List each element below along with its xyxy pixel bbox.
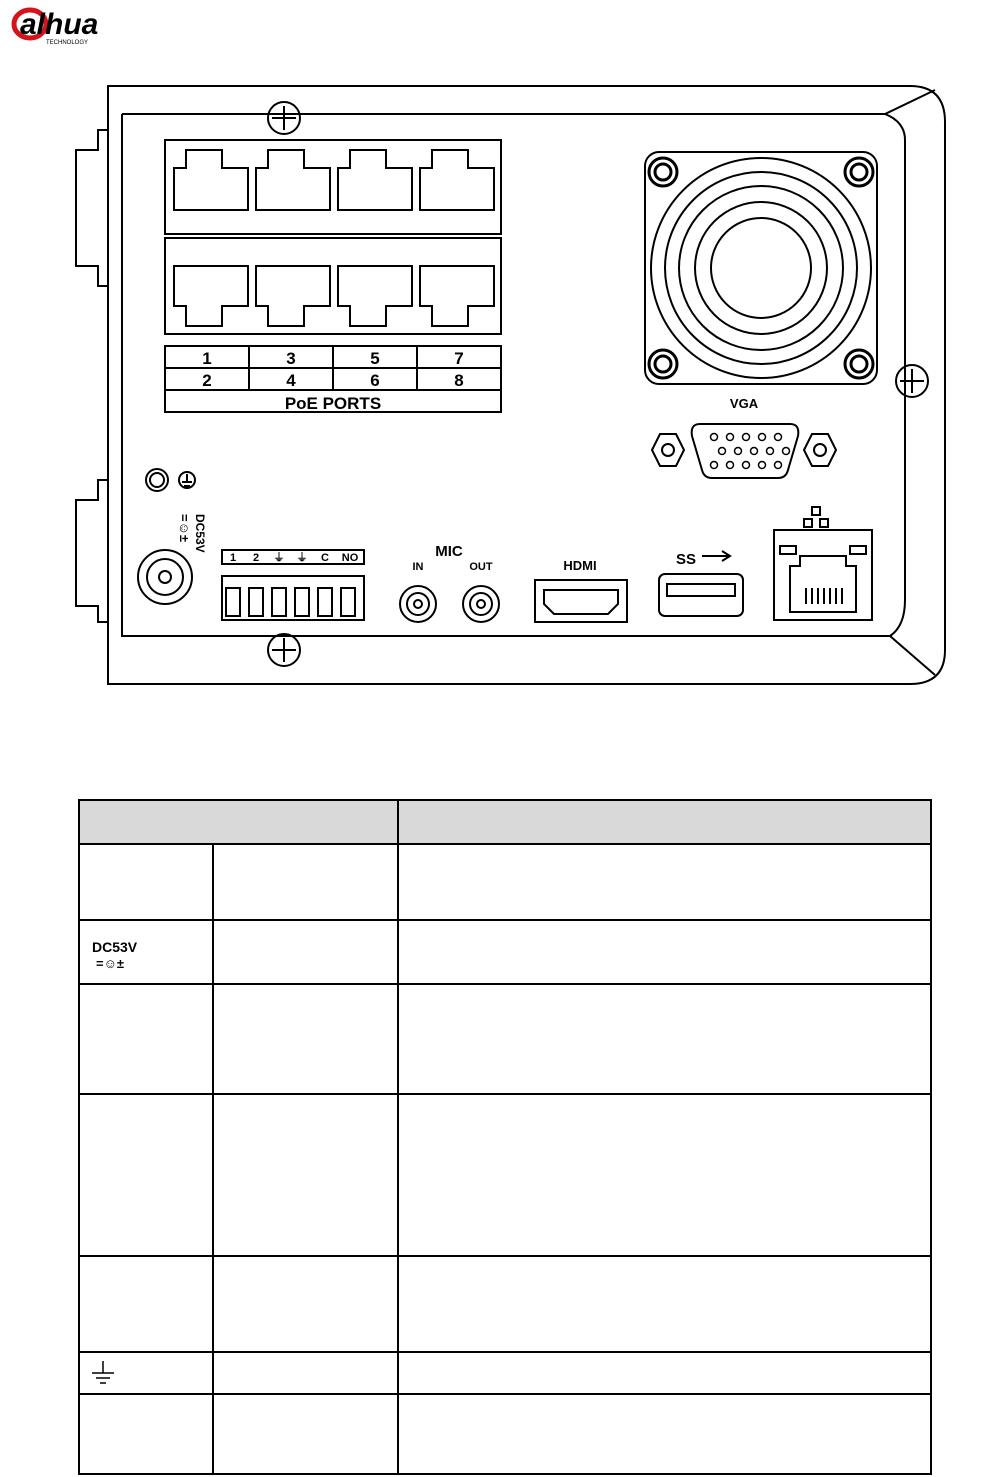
table-cell [79,1394,213,1474]
screw-bottom [268,634,300,666]
logo-subtext: TECHNOLOGY [46,40,89,46]
poe-ports [165,140,501,412]
table-cell [213,920,398,984]
ground-post [146,469,195,491]
mic-out-label: OUT [469,561,493,573]
dc-power-jack [138,550,192,604]
poe-number: 5 [370,349,380,368]
svg-text:=☺±: =☺± [96,956,124,971]
table-header-port [79,800,398,844]
terminal-label: 1 [229,552,237,564]
table-cell [398,920,931,984]
table-cell [79,1094,213,1256]
poe-port-1 [174,150,248,210]
poe-port-4 [256,266,330,326]
table-row [79,844,931,920]
table-cell [398,1256,931,1352]
chassis-top-rail [122,90,935,114]
ground-icon [79,1352,213,1394]
terminal-label: ⏚ [296,552,308,564]
poe-number: 4 [286,371,296,390]
usb-label: SS [675,551,697,568]
terminal-label: 2 [252,552,260,564]
chassis-bottom-rail [122,114,935,675]
table-row [79,1394,931,1474]
mic-in-label: IN [412,561,424,573]
logo-wordmark: alhua [20,8,99,41]
poe-port-6 [338,266,412,326]
vga-pins [711,434,790,469]
table-cell [213,1256,398,1352]
table-row [79,1094,931,1256]
poe-port-3 [256,150,330,210]
poe-port-8 [420,266,494,326]
left-handle-bottom [76,480,108,622]
table-cell [398,984,931,1094]
screw-right [896,365,928,397]
table-cell [213,984,398,1094]
table-row [79,920,931,984]
table-cell [213,1394,398,1474]
dc53v-icon [79,920,213,984]
mic-out-jack [463,586,499,622]
alarm-terminal-labels [230,551,359,564]
rear-panel-diagram [0,0,990,720]
mic-in-jack [400,586,436,622]
vga-label: VGA [729,396,759,411]
port-description-table [78,799,932,1475]
poe-number: 1 [202,349,212,368]
poe-number: 6 [370,371,380,390]
table-cell [79,1256,213,1352]
table-cell [79,984,213,1094]
usb-port [659,551,743,616]
dc-power-label: DC53V [193,514,207,553]
table-header-row [79,800,931,844]
poe-number: 7 [454,349,464,368]
dc53v-icon-text: DC53V [92,939,138,955]
vga-port [652,424,836,478]
terminal-label: ⏚ [273,552,285,564]
terminal-label: NO [341,552,359,564]
screw-top [268,102,300,134]
poe-number: 8 [454,371,464,390]
lan-port [774,507,872,620]
table-cell [398,844,931,920]
table-row [79,984,931,1094]
mic-label: MIC [435,543,463,560]
poe-port-7 [420,150,494,210]
mic-jacks [400,586,499,622]
chassis-right-rail [885,114,905,636]
table-cell [398,1352,931,1394]
table-cell [213,844,398,920]
table-cell [398,1094,931,1256]
cooling-fan [645,152,877,384]
hdmi-port [535,580,627,622]
poe-port-2 [174,266,248,326]
table-cell [398,1394,931,1474]
left-handle-top [76,130,108,286]
table-header-function [398,800,931,844]
table-cell [213,1352,398,1394]
poe-number: 3 [286,349,296,368]
table-cell [213,1094,398,1256]
terminal-label: C [321,552,329,564]
table-row [79,1352,931,1394]
hdmi-label: HDMI [563,558,597,573]
dc-polarity-symbol: =☺± [177,514,192,542]
poe-number: 2 [202,371,212,390]
table-row [79,1256,931,1352]
table-cell [79,844,213,920]
poe-port-5 [338,150,412,210]
poe-ports-label: PoE PORTS [284,394,382,413]
